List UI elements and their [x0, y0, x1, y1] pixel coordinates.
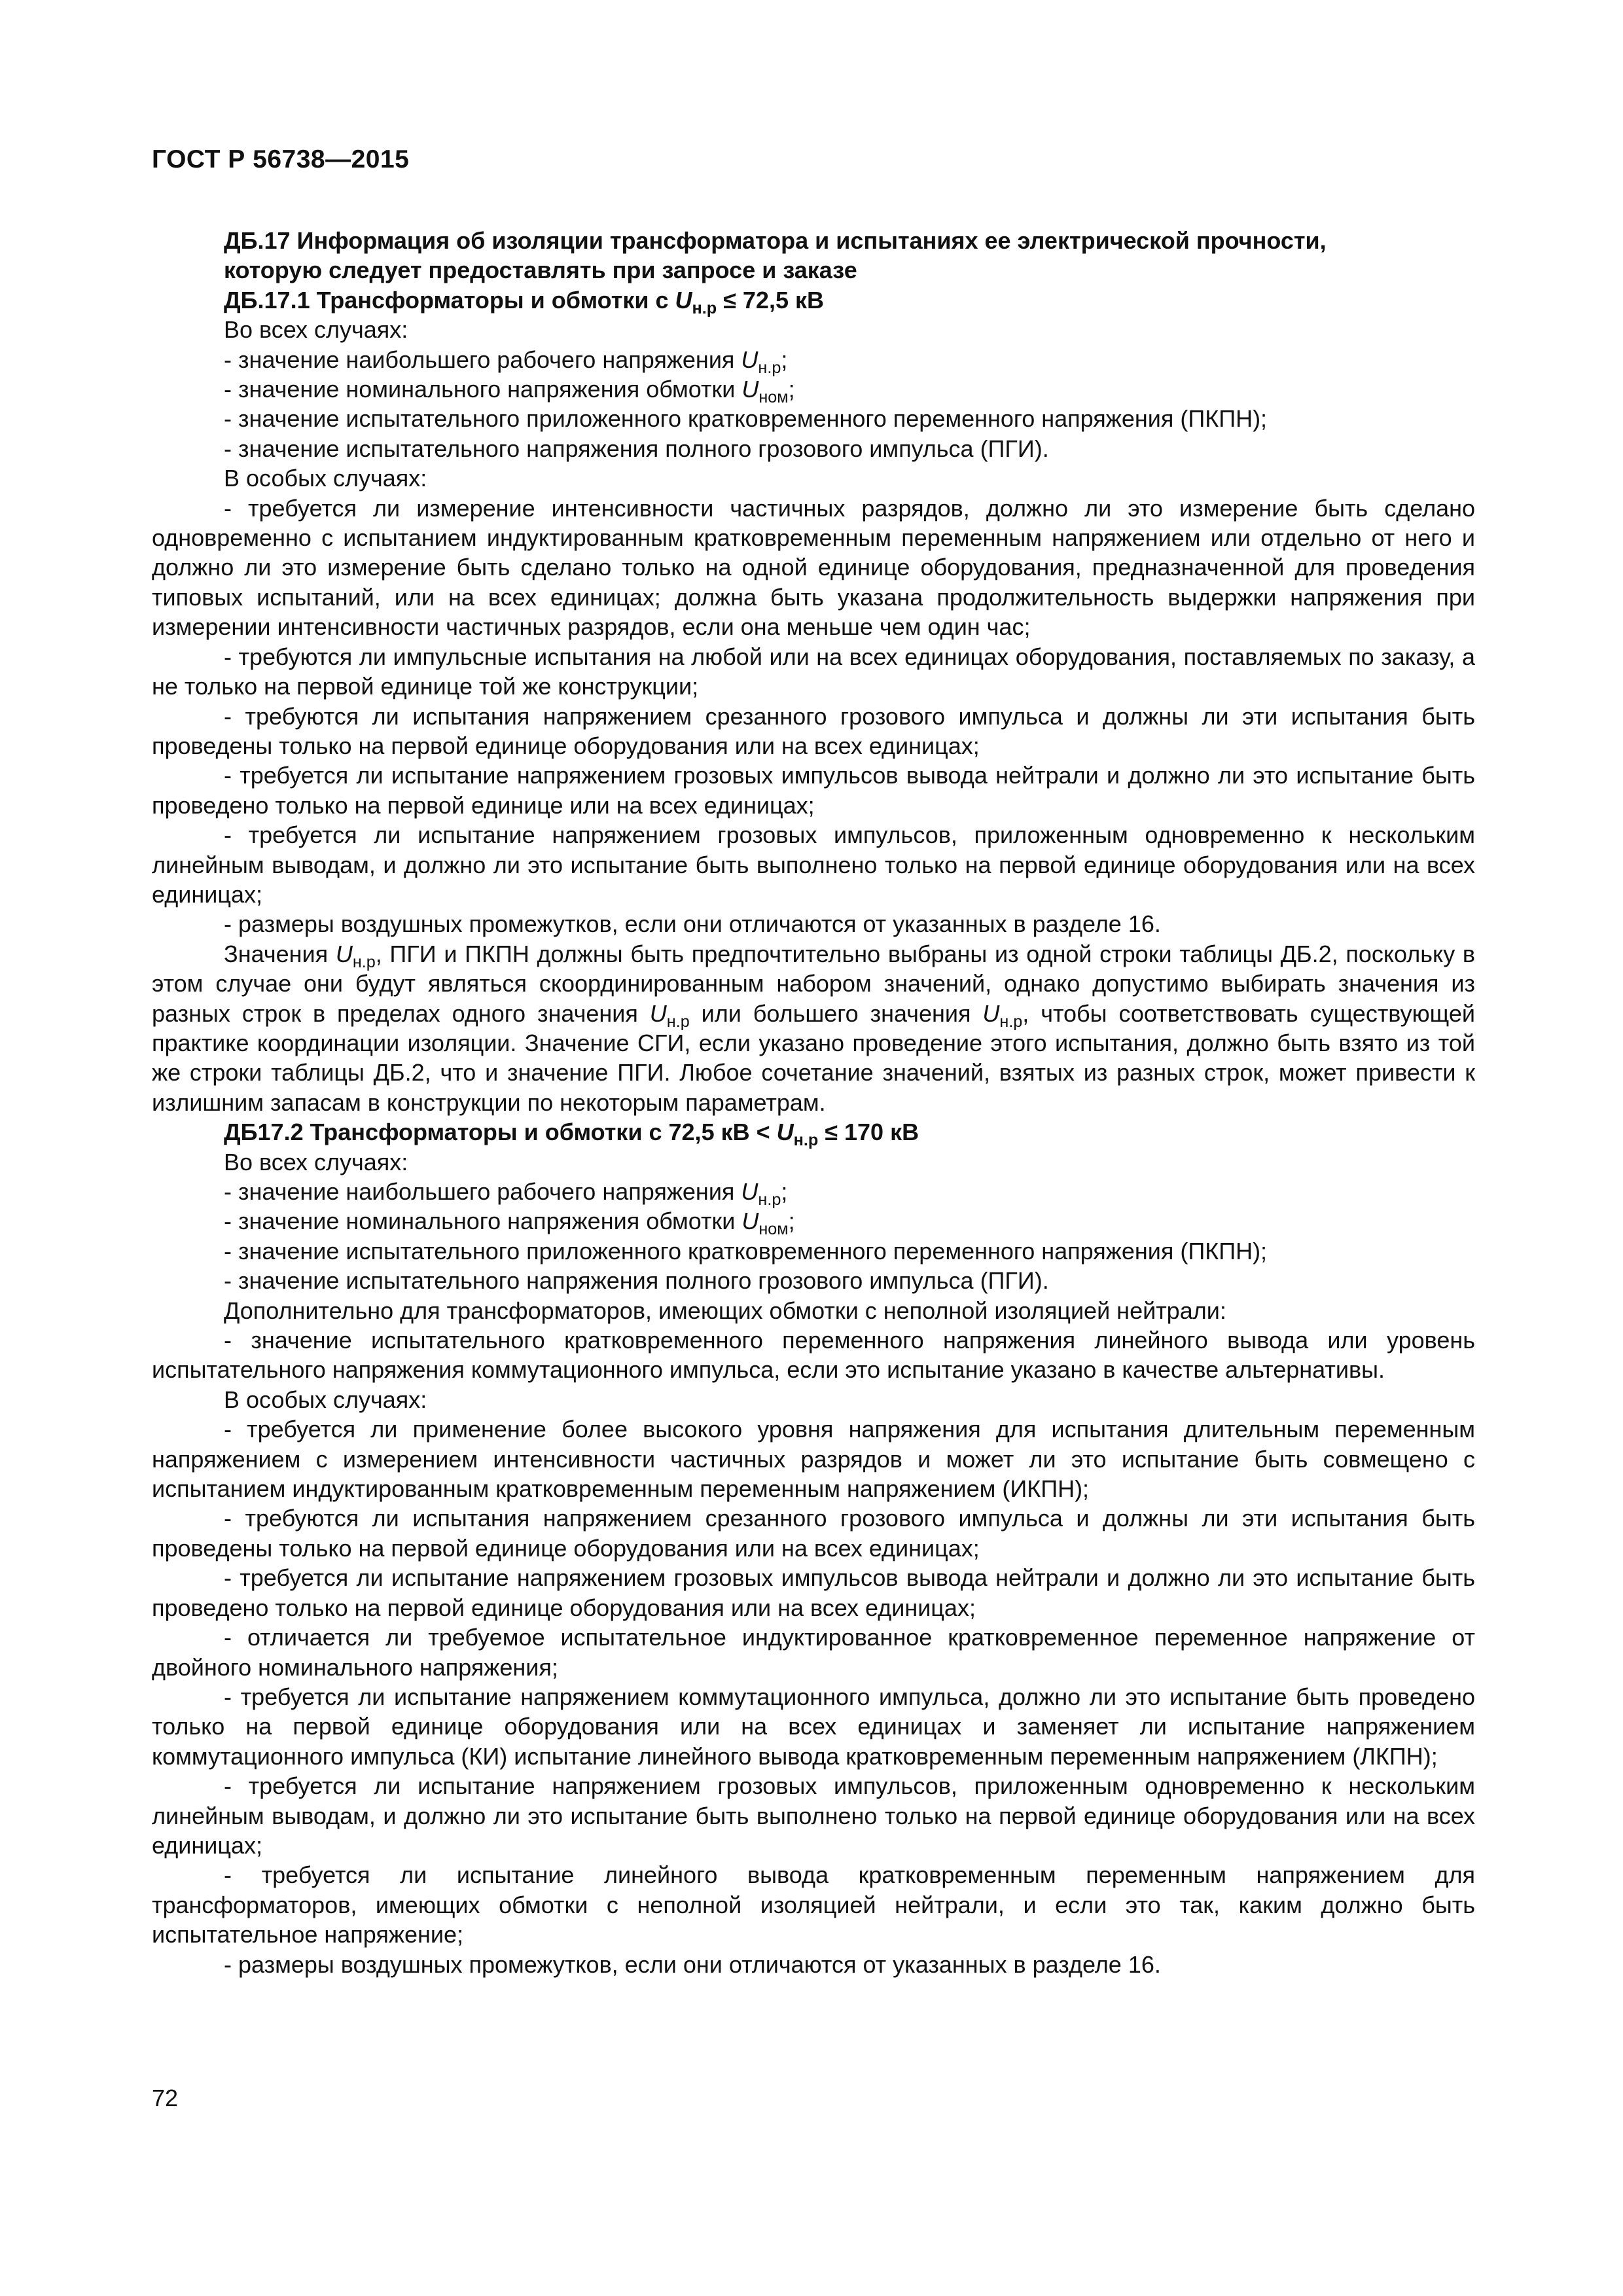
variable-subscript: н.р	[352, 952, 376, 971]
note-paragraph	[152, 939, 1475, 1117]
list-item	[152, 374, 1475, 407]
variable-symbol: U	[741, 1208, 759, 1235]
list-item: - значение испытательного напряжения полного грозового импульса (ПГИ).	[224, 1267, 1049, 1295]
variable-subscript: н.р	[758, 1191, 781, 1210]
additional-label: Дополнительно для трансформаторов, имеющих обмотки с неполной изоляцией нейтрали:	[224, 1297, 1226, 1324]
variable-symbol: U	[675, 286, 692, 314]
list-item	[152, 1177, 1475, 1210]
list-item-text: - значение наибольшего рабочего напряжения	[224, 1178, 741, 1205]
list-item-text: ;	[788, 376, 795, 403]
variable-subscript: ном	[758, 388, 789, 407]
subsection-heading-db17-2	[152, 1117, 1475, 1150]
heading-text: ≤ 170 кВ	[818, 1119, 919, 1146]
heading-text: ДБ17.2 Трансформаторы и обмотки с 72,5 кВ <	[224, 1119, 777, 1146]
list-item: - отличается ли требуемое испытательное индуктированное кратковременное переменное напряжение от двойного номинального напряжения;	[152, 1624, 1475, 1681]
subsection-heading-db17-1	[152, 285, 1475, 315]
section-heading-line-1: ДБ.17 Информация об изоляции трансформатора и испытаниях ее электрической прочности,	[224, 227, 1327, 254]
all-cases-label: Во всех случаях:	[224, 316, 408, 344]
list-item-text: - значение номинального напряжения обмотки	[224, 1208, 742, 1235]
list-item: - требуется ли измерение интенсивности частичных разрядов, должно ли это измерение быть сделано одновременно с испытанием индуктированным кратковременным переменным напряжением или отдельно от него и должно ли это измерение быть сделано только на одной единице оборудования, предназначенной для проведения типовых испытаний, или на всех единицах; должна быть указана продолжительность выдержки напряжения при измерении интенсивности частичных разрядов, если она меньше чем один час;	[152, 494, 1475, 641]
section-heading-line-2: которую следует предоставлять при запросе и заказе	[224, 257, 857, 284]
document-code-header: ГОСТ Р 56738—2015	[152, 145, 410, 173]
paragraph-text: или большего значения	[689, 999, 983, 1027]
list-item-text: - значение номинального напряжения обмотки	[224, 376, 742, 403]
list-item: - размеры воздушных промежутков, если они отличаются от указанных в разделе 16.	[224, 1950, 1161, 1978]
variable-symbol: U	[649, 999, 667, 1027]
list-item: - требуется ли испытание напряжением грозовых импульсов, приложенным одновременно к нескольким линейным выводам, и должно ли это испытание быть выполнено только на первой единице оборудования или на всех единицах;	[152, 821, 1475, 908]
list-item: - требуется ли испытание напряжением коммутационного импульса, должно ли это испытание быть проведено только на первой единице оборудования или на всех единицах и заменяет ли испытание напряжением коммутационного импульса (КИ) испытание линейного вывода кратковременным переменным напряжением (ЛКПН);	[152, 1683, 1475, 1770]
variable-subscript: н.р	[999, 1012, 1023, 1031]
variable-symbol: U	[982, 999, 1000, 1027]
heading-text: ≤ 72,5 кВ	[717, 286, 824, 314]
variable-subscript: н.р	[758, 358, 781, 377]
list-item-text: - значение наибольшего рабочего напряжения	[224, 346, 741, 373]
list-item: - требуются ли испытания напряжением срезанного грозового импульса и должны ли эти испытания быть проведены только на первой единице оборудования или на всех единицах;	[152, 1505, 1475, 1562]
list-item: - требуются ли импульсные испытания на любой или на всех единицах оборудования, поставляемых по заказу, а не только на первой единице той же конструкции;	[152, 643, 1475, 700]
variable-symbol: U	[741, 376, 759, 403]
list-item: - требуется ли испытание напряжением грозовых импульсов, приложенным одновременно к нескольким линейным выводам, и должно ли это испытание быть выполнено только на первой единице оборудования или на всех единицах;	[152, 1772, 1475, 1859]
special-cases-label: В особых случаях:	[224, 465, 427, 492]
list-item: - требуется ли испытание напряжением грозовых импульсов вывода нейтрали и должно ли это испытание быть проведено только на первой единице или на всех единицах;	[152, 762, 1475, 819]
list-item: - значение испытательного кратковременного переменного напряжения линейного вывода или уровень испытательного напряжения коммутационного импульса, если это испытание указано в качестве альтернативы.	[152, 1327, 1475, 1384]
list-item: - значение испытательного приложенного кратковременного переменного напряжения (ПКПН);	[224, 1237, 1268, 1265]
list-item: - значение испытательного приложенного кратковременного переменного напряжения (ПКПН);	[224, 405, 1268, 433]
variable-subscript: н.р	[793, 1131, 819, 1150]
variable-symbol: U	[741, 1178, 758, 1205]
list-item: - требуется ли применение более высокого уровня напряжения для испытания длительным переменным напряжением с измерением интенсивности частичных разрядов и может ли это испытание быть совмещено с испытанием индуктированным кратковременным переменным напряжением (ИКПН);	[152, 1416, 1475, 1503]
list-item	[152, 1206, 1475, 1239]
page-number: 72	[152, 2085, 179, 2111]
variable-symbol: U	[335, 940, 353, 967]
paragraph-text: , чтобы соответствовать существующей практике координации изоляции. Значение СГИ, если указано проведение этого испытания, должно быть взято из той же строки таблицы ДБ.2, что и значение ПГИ. Любое сочетание значений, взятых из разных строк, может привести к излишним запасам в конструкции по некоторым параметрам.	[152, 999, 1475, 1116]
variable-symbol: U	[776, 1119, 794, 1146]
list-item-text: ;	[781, 1178, 788, 1205]
variable-subscript: ном	[758, 1220, 789, 1239]
special-cases-label: В особых случаях:	[224, 1386, 427, 1413]
paragraph-text: Значения	[224, 940, 336, 967]
list-item: - значение испытательного напряжения полного грозового импульса (ПГИ).	[224, 435, 1049, 462]
paragraph-text: , ПГИ и ПКПН должны быть предпочтительно выбраны из одной строки таблицы ДБ.2, поскольку в этом случае они будут являться скоординированным набором значений, однако допустимо выбирать значения из разных строк в пределах одного значения	[152, 940, 1476, 1027]
all-cases-label: Во всех случаях:	[224, 1148, 408, 1175]
list-item-text: ;	[781, 346, 788, 373]
list-item: - размеры воздушных промежутков, если они отличаются от указанных в разделе 16.	[224, 910, 1161, 938]
list-item: - требуется ли испытание напряжением грозовых импульсов вывода нейтрали и должно ли это испытание быть проведено только на первой единице оборудования или на всех единицах;	[152, 1564, 1475, 1621]
list-item-text: ;	[788, 1208, 795, 1235]
list-item: - требуются ли испытания напряжением срезанного грозового импульса и должны ли эти испытания быть проведены только на первой единице оборудования или на всех единицах;	[152, 702, 1475, 759]
heading-text: ДБ.17.1 Трансформаторы и обмотки с	[224, 286, 675, 314]
variable-subscript: н.р	[692, 299, 717, 317]
list-item: - требуется ли испытание линейного вывода кратковременным переменным напряжением для трансформаторов, имеющих обмотки с неполной изоляцией нейтрали, и если это так, каким должно быть испытательное напряжение;	[152, 1861, 1475, 1948]
variable-symbol: U	[741, 346, 758, 373]
section-heading-db17	[152, 226, 1475, 285]
document-body	[152, 226, 1475, 1979]
variable-subscript: н.р	[666, 1012, 690, 1031]
list-item	[152, 345, 1475, 377]
